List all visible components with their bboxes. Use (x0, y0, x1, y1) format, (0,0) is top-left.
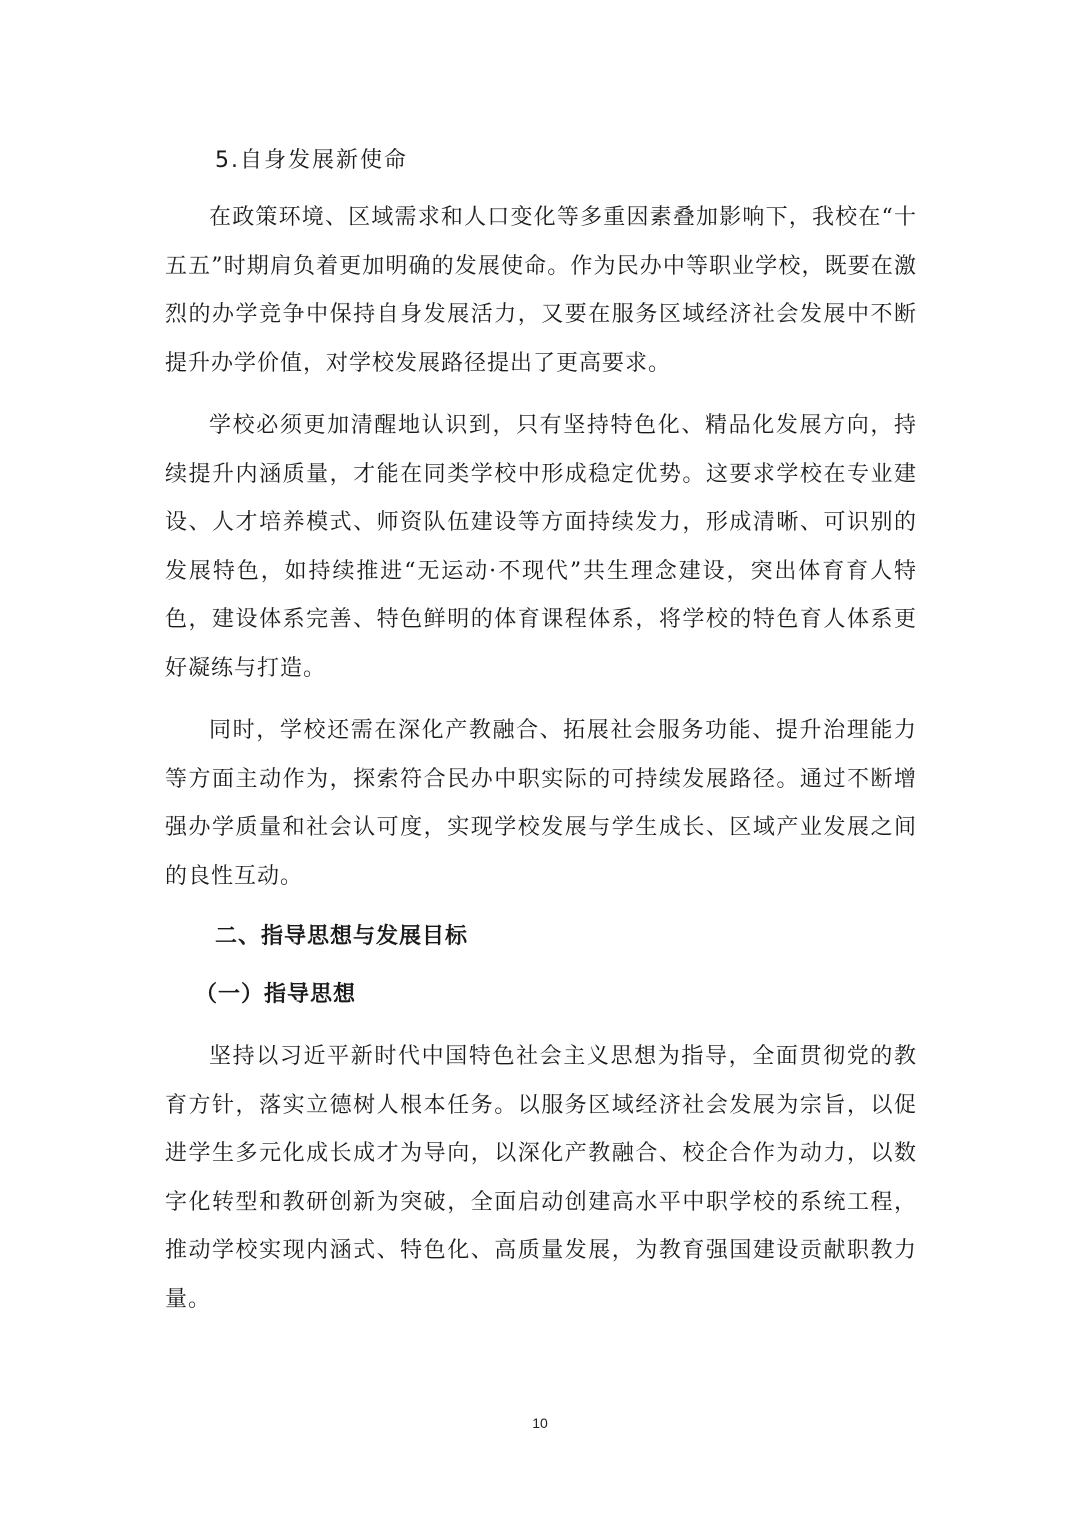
body-paragraph: 同时，学校还需在深化产教融合、拓展社会服务功能、提升治理能力等方面主动作为，探索符合民办中职实际的可持续发展路径。通过不断增强办学质量和社会认可度，实现学校发展与学生成长、区域产业发展之间的良性互动。 (165, 718, 917, 889)
body-paragraph: 坚持以习近平新时代中国特色社会主义思想为指导，全面贯彻党的教育方针，落实立德树人根本任务。以服务区域经济社会发展为宗旨，以促进学生多元化成长成才为导向，以深化产教融合、校企合作为动力，以数字化转型和教研创新为突破，全面启动创建高水平中职学校的系统工程，推动学校实现内涵式、特色化、高质量发展，为教育强国建设贡献职教力量。 (165, 1044, 917, 1312)
page-content (165, 140, 917, 1338)
section-heading: 二、指导思想与发展目标 (215, 924, 469, 949)
body-paragraph: 学校必须更加清醒地认识到，只有坚持特色化、精品化发展方向，持续提升内涵质量，才能在同类学校中形成稳定优势。这要求学校在专业建设、人才培养模式、师资队伍建设等方面持续发力，形成清晰、可识别的发展特色，如持续推进“无运动·不现代”共生理念建设，突出体育育人特色，建设体系完善、特色鲜明的体育课程体系，将学校的特色育人体系更好凝练与打造。 (165, 413, 917, 681)
body-paragraph: 在政策环境、区域需求和人口变化等多重因素叠加影响下，我校在“十五五”时期肩负着更加明确的发展使命。作为民办中等职业学校，既要在激烈的办学竞争中保持自身发展活力，又要在服务区域经济社会发展中不断提升办学价值，对学校发展路径提出了更高要求。 (165, 205, 917, 376)
subsection-heading: （一）指导思想 (195, 982, 357, 1007)
page-number: 10 (532, 1415, 548, 1431)
subsection-heading-5: 5.自身发展新使命 (215, 148, 408, 173)
